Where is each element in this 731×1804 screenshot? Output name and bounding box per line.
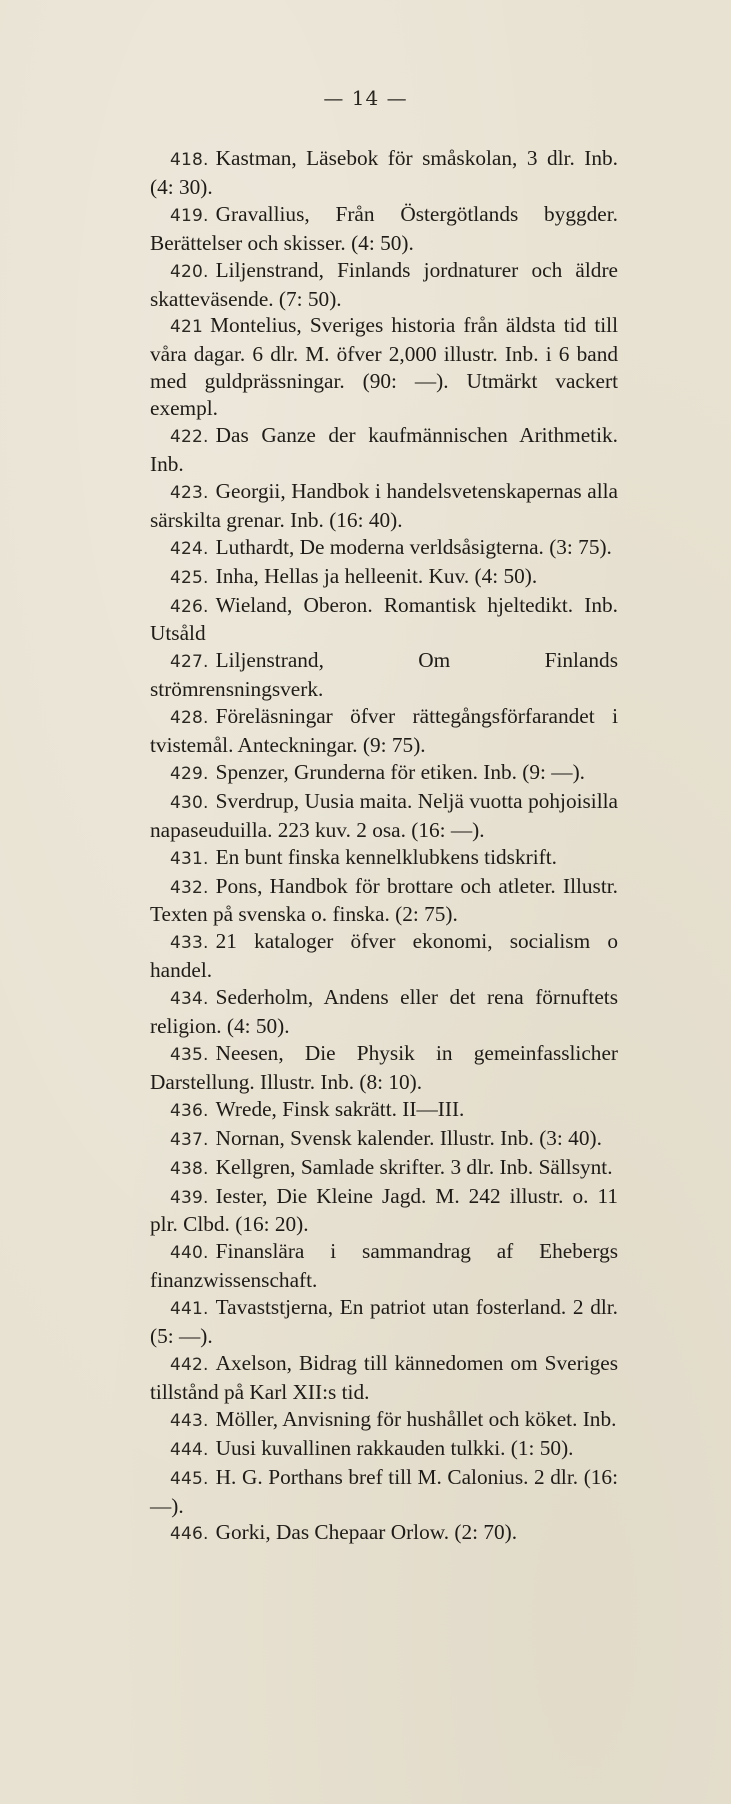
catalog-entry xyxy=(150,873,618,929)
entry-number: 427. xyxy=(170,652,209,673)
entry-number: 428. xyxy=(170,708,209,729)
entry-text: Nornan, Svensk kalender. Illustr. Inb. (3: 40). xyxy=(215,1125,602,1150)
catalog-entry xyxy=(150,1040,618,1096)
entry-number: 435. xyxy=(170,1045,209,1065)
entry-text: Sederholm, Andens eller det rena förnuftets religion. (4: 50). xyxy=(150,985,618,1039)
entry-text: Wieland, Oberon. Romantisk hjeltedikt. Inb. Utsåld xyxy=(150,592,618,646)
entry-number: 421 xyxy=(170,317,204,338)
catalog-entry xyxy=(150,1406,618,1435)
entry-number: 422. xyxy=(170,427,209,448)
entry-text: Gravallius, Från Östergötlands byggder. Berättelser och skisser. (4: 50). xyxy=(150,201,618,255)
entry-text: Tavaststjerna, En patriot utan fosterland. 2 dlr. (5: —). xyxy=(150,1295,618,1349)
catalog-entry xyxy=(150,788,618,844)
entry-number: 429. xyxy=(170,763,209,784)
catalog-entry xyxy=(150,257,618,313)
catalog-entry xyxy=(150,1350,618,1406)
entry-text: Sverdrup, Uusia maita. Neljä vuotta pohjoisilla napaseuduilla. 223 kuv. 2 osa. (16: —). xyxy=(150,788,618,842)
entry-number: 434. xyxy=(170,989,209,1010)
entry-text: Georgii, Handbok i handelsvetenskapernas alla särskilta grenar. Inb. (16: 40). xyxy=(150,478,618,532)
catalog-entry xyxy=(150,534,618,563)
entry-text: Wrede, Finsk sakrätt. II—III. xyxy=(215,1096,465,1121)
entry-text: Luthardt, De moderna verldsåsigterna. (3: 75). xyxy=(215,534,612,559)
entry-text: Inha, Hellas ja helleenit. Kuv. (4: 50). xyxy=(215,563,538,588)
entry-number: 425. xyxy=(170,567,209,588)
catalog-entry xyxy=(150,563,618,592)
entry-text: Liljenstrand, Finlands jordnaturer och äldre skatteväsende. (7: 50). xyxy=(150,257,618,311)
entry-number: 418. xyxy=(170,150,209,170)
entry-text: Spenzer, Grunderna för etiken. Inb. (9: —). xyxy=(215,759,586,784)
entry-text: Axelson, Bidrag till kännedomen om Sveriges tillstånd på Karl XII:s tid. xyxy=(150,1350,618,1404)
entry-text: Kastman, Läsebok för småskolan, 3 dlr. Inb. (4: 30). xyxy=(150,146,618,199)
catalog-entry xyxy=(150,759,618,788)
catalog-entry xyxy=(150,703,618,759)
entry-number: 438. xyxy=(170,1158,209,1179)
catalog-entry xyxy=(150,844,618,873)
catalog-entry xyxy=(150,1294,618,1350)
catalog-entry xyxy=(150,1519,618,1548)
entry-number: 439. xyxy=(170,1187,209,1208)
entry-text: Iester, Die Kleine Jagd. M. 242 illustr. o. 11 plr. Clbd. (16: 20). xyxy=(150,1183,618,1237)
catalog-entry xyxy=(150,1183,618,1239)
entry-text: Gorki, Das Chepaar Orlow. (2: 70). xyxy=(215,1520,518,1545)
catalog-entry xyxy=(150,312,618,422)
catalog-entry xyxy=(150,1096,618,1125)
catalog-entry xyxy=(150,1435,618,1464)
catalog-entry xyxy=(150,201,618,257)
entry-number: 433. xyxy=(170,933,209,954)
catalog-entry xyxy=(150,592,618,648)
entry-text: 21 kataloger öfver ekonomi, socialism o handel. xyxy=(150,929,618,983)
entry-text: Liljenstrand, Om Finlands strömrensningsverk. xyxy=(150,648,618,702)
entry-text: Pons, Handbok för brottare och atleter. Illustr. Texten på svenska o. finska. (2: 75). xyxy=(150,873,618,927)
catalog-entry xyxy=(150,928,618,984)
entry-number: 444. xyxy=(170,1439,209,1460)
entry-number: 423. xyxy=(170,482,209,503)
entry-number: 442. xyxy=(170,1354,209,1375)
entry-number: 430. xyxy=(170,792,209,813)
entry-number: 432. xyxy=(170,877,209,898)
entry-number: 437. xyxy=(170,1129,209,1150)
entry-text: H. G. Porthans bref till M. Calonius. 2 dlr. (16: —). xyxy=(150,1464,618,1518)
entry-number: 446. xyxy=(170,1524,209,1545)
entry-number: 440. xyxy=(170,1243,209,1264)
entry-number: 445. xyxy=(170,1468,209,1489)
page-number: — 14 — xyxy=(323,86,408,110)
catalog-entry xyxy=(150,984,618,1040)
entry-text: Uusi kuvallinen rakkauden tulkki. (1: 50). xyxy=(215,1435,574,1460)
entry-text: Neesen, Die Physik in gemeinfasslicher Darstellung. Illustr. Inb. (8: 10). xyxy=(150,1041,618,1094)
catalog-entry xyxy=(150,1464,618,1520)
catalog-entry xyxy=(150,1238,618,1294)
entry-number: 436. xyxy=(170,1100,209,1121)
catalog-entry xyxy=(150,1154,618,1183)
entry-number: 424. xyxy=(170,538,209,559)
catalog-entry xyxy=(150,422,618,478)
entry-number: 426. xyxy=(170,596,209,617)
entry-text: Finanslära i sammandrag af Ehebergs finanzwissenschaft. xyxy=(150,1239,618,1293)
catalog-entry xyxy=(150,647,618,703)
entry-text: Kellgren, Samlade skrifter. 3 dlr. Inb. Sällsynt. xyxy=(215,1154,613,1179)
entry-text: Möller, Anvisning för hushållet och köket. Inb. xyxy=(215,1406,617,1431)
catalog-entry xyxy=(150,145,618,201)
entry-text: Montelius, Sveriges historia från äldsta tid till våra dagar. 6 dlr. M. öfver 2,000 illustr. Inb. i 6 band med guldprässningar. (90: —). Utmärkt vackert exempl. xyxy=(150,313,618,421)
entry-text: Das Ganze der kaufmännischen Arithmetik. Inb. xyxy=(150,423,618,476)
catalog-entry-list xyxy=(150,145,618,1548)
entry-number: 443. xyxy=(170,1410,209,1431)
entry-number: 431. xyxy=(170,848,209,869)
entry-number: 420. xyxy=(170,261,209,282)
entry-number: 441. xyxy=(170,1299,209,1320)
catalog-entry xyxy=(150,1125,618,1154)
entry-text: Föreläsningar öfver rättegångsförfarandet i tvistemål. Anteckningar. (9: 75). xyxy=(150,704,618,758)
entry-text: En bunt finska kennelklubkens tidskrift. xyxy=(215,844,557,869)
entry-number: 419. xyxy=(170,205,209,226)
catalog-entry xyxy=(150,478,618,534)
